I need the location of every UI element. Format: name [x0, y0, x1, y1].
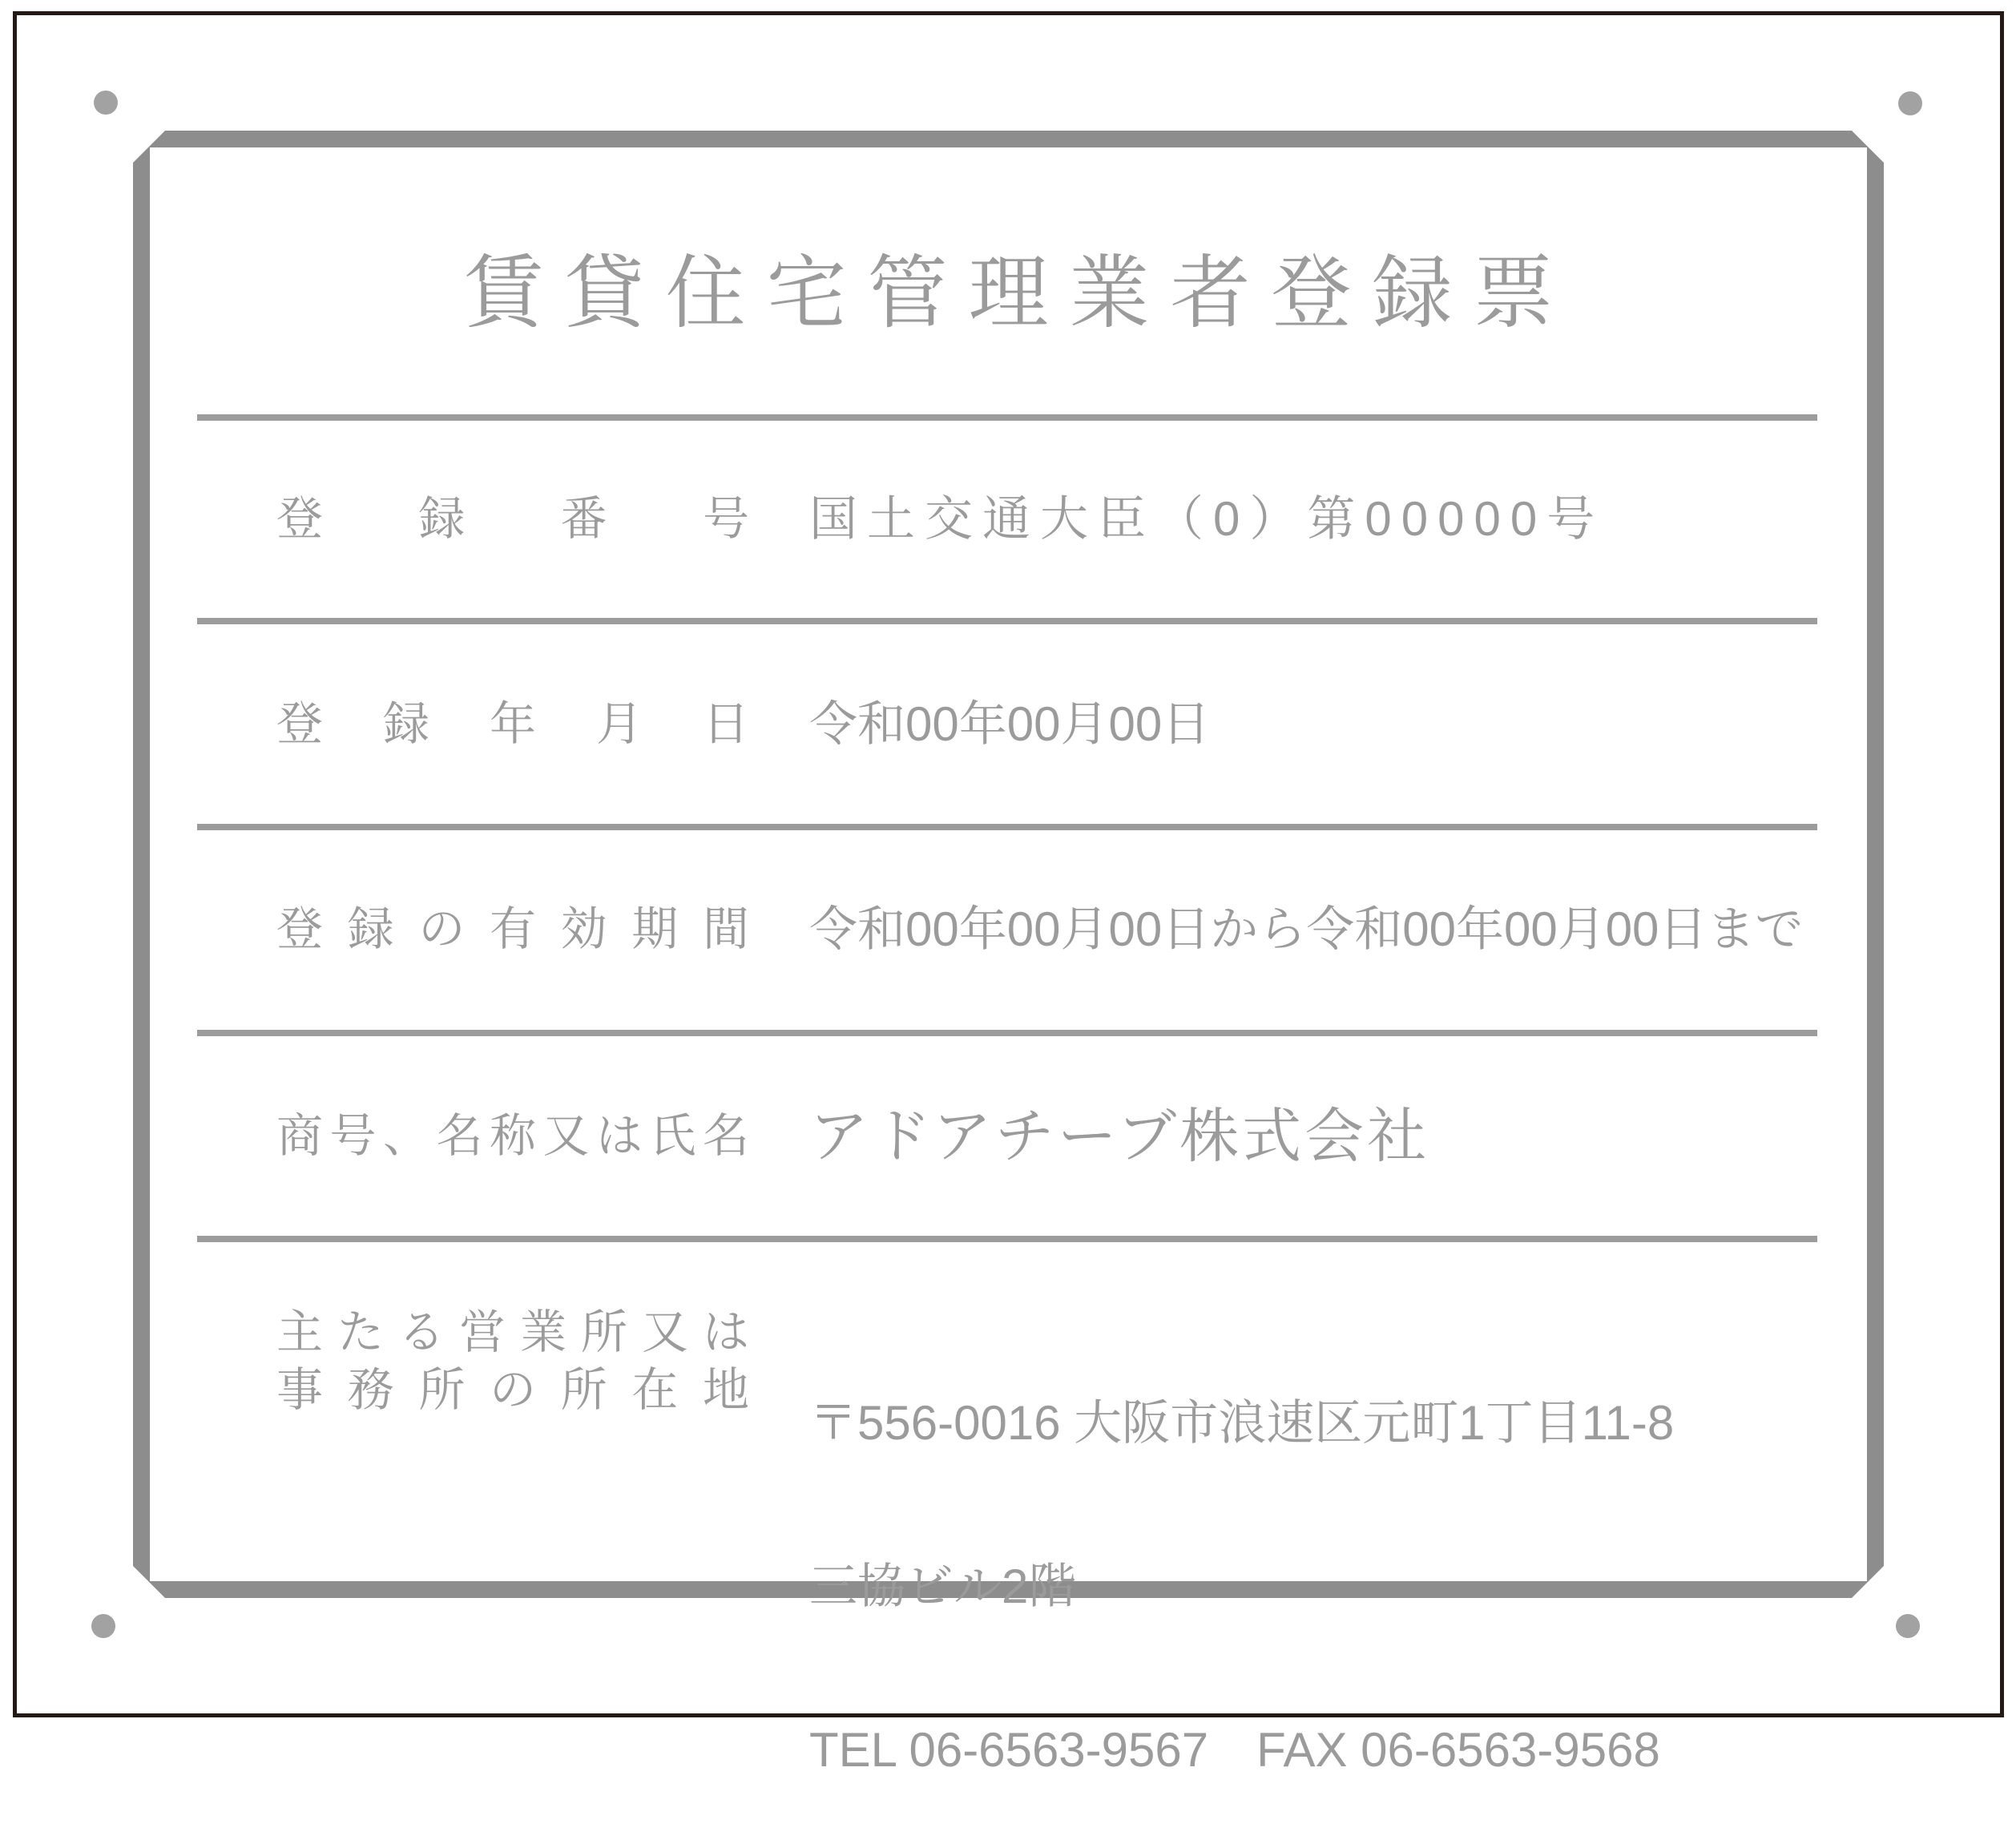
plate-title	[133, 249, 1884, 337]
plate-title-text: 賃貸住宅管理業者登録票	[463, 248, 1574, 338]
screw-dot-icon	[1898, 91, 1922, 115]
field-label-office-address-line2: 事 務 所 の 所 在 地	[276, 1364, 749, 1416]
divider-rule	[197, 1030, 1817, 1036]
screw-dot-icon	[1896, 1614, 1920, 1638]
field-value-validity-period: 令和00年00月00日から令和00年00月00日まで	[809, 902, 1804, 956]
field-label-office-address-line1: 主 た る 営 業 所 又 は	[276, 1306, 749, 1358]
divider-rule	[197, 1236, 1817, 1242]
field-label-company-name: 商 号 、 名 称 又 は 氏 名	[276, 1110, 749, 1162]
field-label-validity-period: 登 録 の 有 効 期 間	[276, 903, 749, 955]
address-building-line: 三協ビル2階	[809, 1560, 1077, 1613]
screw-dot-icon	[91, 1614, 115, 1638]
divider-rule	[197, 824, 1817, 830]
field-value-company-name: アドアチーブ株式会社	[809, 1103, 1430, 1169]
field-label-registration-number: 登 録 番 号	[276, 493, 749, 545]
field-value-registration-number: 国土交通大臣（0）第00000号	[809, 492, 1605, 546]
field-value-office-address	[809, 1287, 1674, 1832]
divider-rule	[197, 618, 1817, 624]
address-tel-fax-line: TEL 06-6563-9567 FAX 06-6563-9568	[809, 1723, 1660, 1777]
address-postal-line: 〒556-0016 大阪市浪速区元町1丁目11-8	[809, 1396, 1675, 1450]
divider-rule	[197, 414, 1817, 421]
field-value-registration-date: 令和00年00月00日	[809, 697, 1211, 751]
field-label-office-address	[276, 1304, 749, 1419]
screw-dot-icon	[94, 91, 118, 115]
field-label-registration-date: 登 録 年 月 日	[276, 698, 749, 750]
